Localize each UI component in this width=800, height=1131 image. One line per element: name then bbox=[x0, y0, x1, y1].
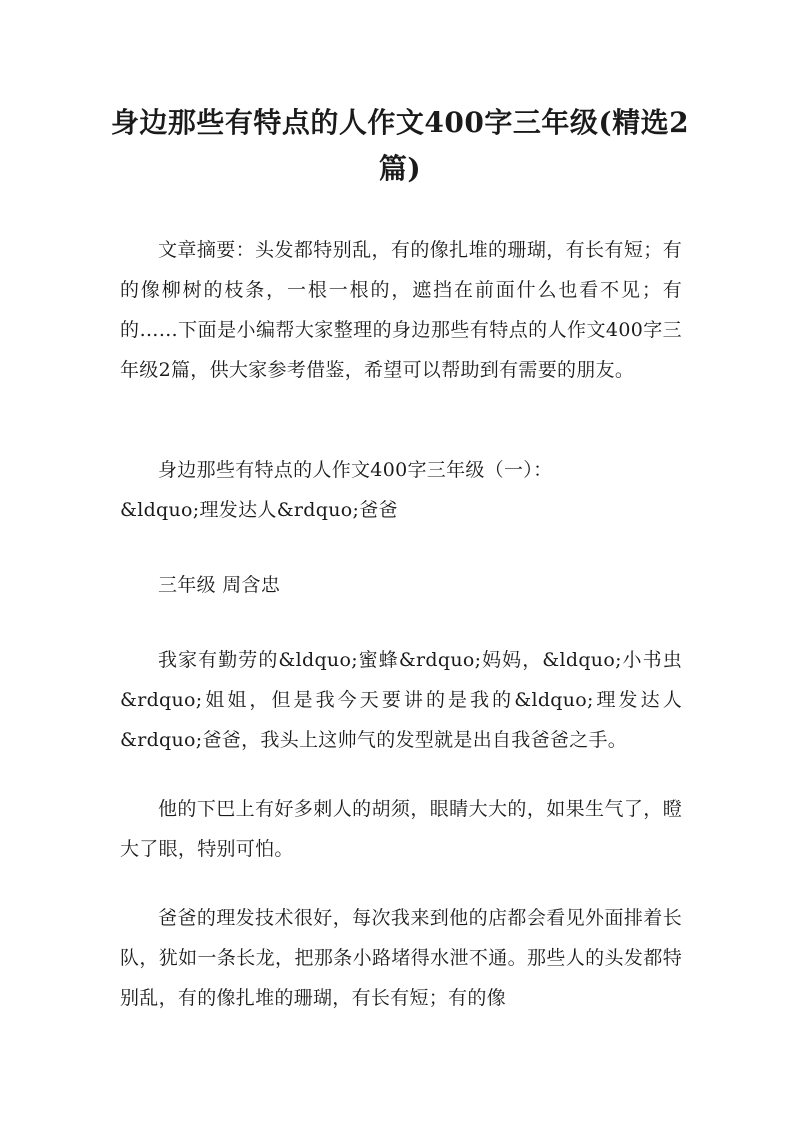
section-heading-line1: 身边那些有特点的人作文400字三年级（一）： bbox=[158, 459, 553, 481]
author-line: 三年级 周含忠 bbox=[158, 574, 281, 596]
document-title: 身边那些有特点的人作文400字三年级(精选2篇) bbox=[110, 106, 690, 185]
summary-paragraph: 文章摘要：头发都特别乱，有的像扎堆的珊瑚，有长有短；有的像柳树的枝条，一根一根的，遮挡在前面什么也看不见；有的……下面是小编帮大家整理的身边那些有特点的人作文400字三年级2篇，供大家参考借鉴，希望可以帮助到有需要的朋友。 bbox=[120, 239, 682, 381]
body-paragraph: 我家有勤劳的&ldquo;蜜蜂&rdquo;妈妈，&ldquo;小书虫&rdquo;姐姐，但是我今天要讲的是我的&ldquo;理发达人&rdquo;爸爸，我头上这帅气的发型就是出自我爸爸之手。 bbox=[120, 649, 682, 751]
section-heading-line2: &ldquo;理发达人&rdquo;爸爸 bbox=[120, 499, 398, 521]
body-paragraph: 爸爸的理发技术很好，每次我来到他的店都会看见外面排着长队，犹如一条长龙，把那条小路堵得水泄不通。那些人的头发都特别乱，有的像扎堆的珊瑚，有长有短；有的像 bbox=[120, 907, 682, 1009]
body-paragraph: 他的下巴上有好多刺人的胡须，眼睛大大的，如果生气了，瞪大了眼，特别可怕。 bbox=[120, 798, 682, 860]
